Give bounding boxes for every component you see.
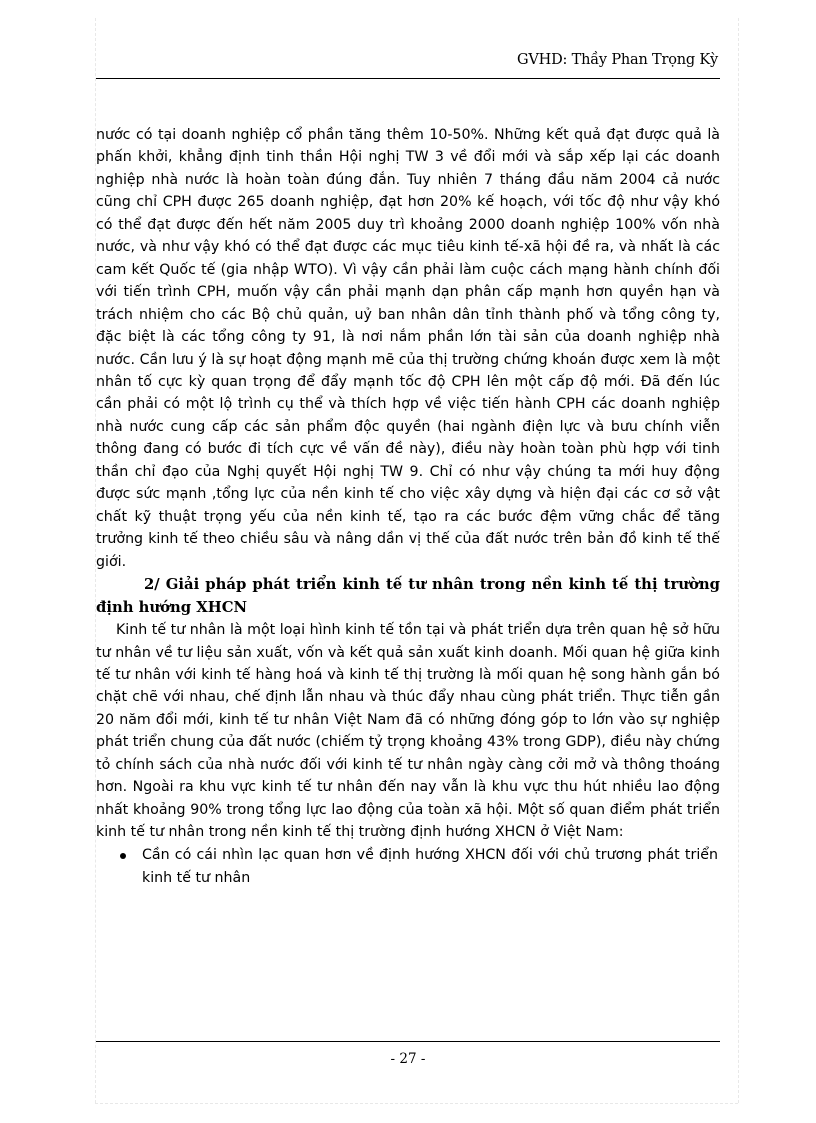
- bullet-item: [96, 844, 720, 890]
- section-title: 2/ Giải pháp phát triển kinh tế tư nhân trong nền kinh tế thị trường định hướng XHCN: [96, 576, 720, 617]
- bullet-dot-icon: [120, 853, 126, 859]
- page-content: [96, 124, 720, 890]
- bullet-text: Cần có cái nhìn lạc quan hơn về định hướng XHCN đối với chủ trương phát triển kinh tế tư nhân: [142, 846, 718, 886]
- page-header: [96, 50, 720, 79]
- page-border-right: [738, 18, 740, 1103]
- page-number: - 27 -: [390, 1051, 426, 1067]
- page-border-bottom: [95, 1103, 738, 1105]
- body-paragraph-2: Kinh tế tư nhân là một loại hình kinh tế tồn tại và phát triển dựa trên quan hệ sở hữu tư nhân về tư liệu sản xuất, vốn và kết quả sản xuất kinh doanh. Mối quan hệ giữa kinh tế tư nhân với kinh tế hàng hoá và kinh tế thị trường là mối quan hệ song hành gắn bó chặt chẽ với nhau, chế định lẫn nhau và thúc đẩy nhau cùng phát triển. Thực tiễn gần 20 năm đổi mới, kinh tế tư nhân Việt Nam đã có những đóng góp to lớn vào sự nghiệp phát triển chung của đất nước (chiếm tỷ trọng khoảng 43% trong GDP), điều này chứng tỏ chính sách của nhà nước đối với kinh tế tư nhân ngày càng cởi mở và thông thoáng hơn. Ngoài ra khu vực kinh tế tư nhân đến nay vẫn là khu vực thu hút nhiều lao động nhất khoảng 90% trong tổng lực lao động của toàn xã hội. Một số quan điểm phát triển kinh tế tư nhân trong nền kinh tế thị trường định hướng XHCN ở Việt Nam:: [96, 622, 720, 841]
- body-paragraph-1: nước có tại doanh nghiệp cổ phần tăng thêm 10-50%. Những kết quả đạt được quả là phấn khởi, khẳng định tinh thần Hội nghị TW 3 về đổi mới và sắp xếp lại các doanh nghiệp nhà nước là hoàn toàn đúng đắn. Tuy nhiên 7 tháng đầu năm 2004 cả nước cũng chỉ CPH được 265 doanh nghiệp, đạt hơn 20% kế hoạch, với tốc độ như vậy khó có thể đạt được đến hết năm 2005 duy trì khoảng 2000 doanh nghiệp 100% vốn nhà nước, và như vậy khó có thể đạt được các mục tiêu kinh tế-xã hội đề ra, và nhất là các cam kết Quốc tế (gia nhập WTO). Vì vậy cần phải làm cuộc cách mạng hành chính đối với tiến trình CPH, muốn vậy cần phải mạnh dạn phân cấp mạnh hơn quyền hạn và trách nhiệm cho các Bộ chủ quản, uỷ ban nhân dân tỉnh thành phố và tổng công ty, đặc biệt là các tổng công ty 91, là nơi nắm phần lớn tài sản của doanh nghiệp nhà nước. Cần lưu ý là sự hoạt động mạnh mẽ của thị trường chứng khoán được xem là một nhân tố cực kỳ quan trọng để đẩy mạnh tốc độ CPH lên một cấp độ mới. Đã đến lúc cần phải có một lộ trình cụ thể và thích hợp về việc tiến hành CPH các doanh nghiệp nhà nước cung cấp các sản phẩm độc quyền (hai ngành điện lực và bưu chính viễn thông đang có bước đi tích cực về vấn đề này), điều này hoàn toàn phù hợp với tinh thần chỉ đạo của Nghị quyết Hội nghị TW 9. Chỉ có như vậy chúng ta mới huy động được sức mạnh ,tổng lực của nền kinh tế cho việc xây dựng và hiện đại các cơ sở vật chất kỹ thuật trọng yếu của nền kinh tế, tạo ra các bước đệm vững chắc để tăng trưởng kinh tế theo chiều sâu và nâng dần vị thế của đất nước trên bản đồ kinh tế thế giới.: [96, 127, 720, 570]
- header-advisor: GVHD: Thầy Phan Trọng Kỳ: [517, 52, 718, 68]
- footer-divider: [96, 1041, 720, 1042]
